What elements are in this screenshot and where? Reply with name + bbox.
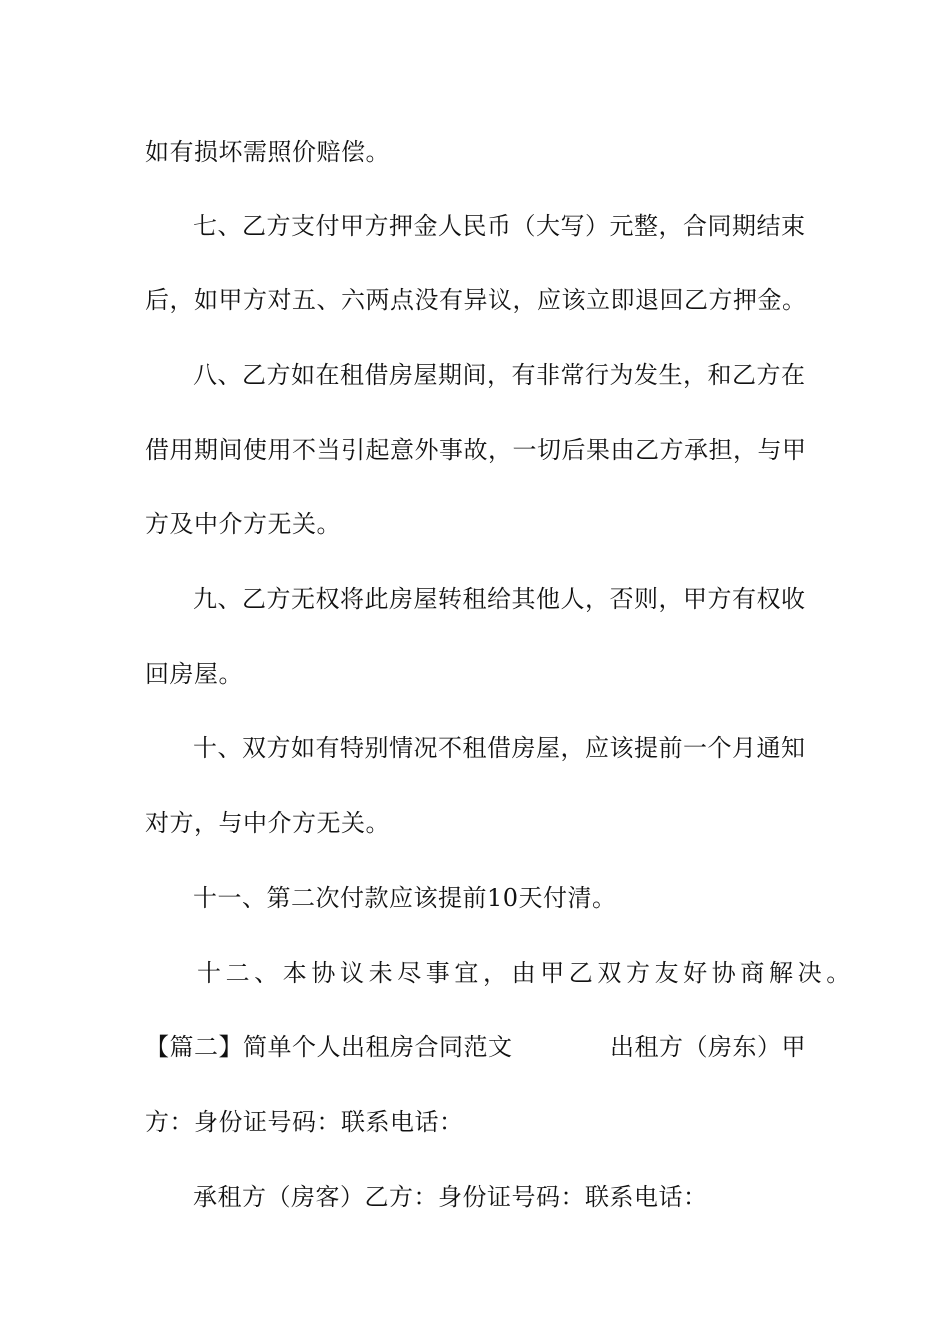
clause-12: 十二、本协议未尽事宜，由甲乙双方友好协商解决。	[197, 959, 855, 987]
clause-11: 十一、第二次付款应该提前10天付清。	[193, 884, 617, 912]
clause-9-line-2: 回房屋。	[145, 660, 243, 688]
clause-8-line-2: 借用期间使用不当引起意外事故，一切后果由乙方承担，与甲	[145, 436, 807, 464]
lessee-info-line: 承租方（房客）乙方：身份证号码：联系电话：	[193, 1183, 708, 1211]
clause-9-line-1: 九、乙方无权将此房屋转租给其他人，否则，甲方有权收	[193, 585, 806, 613]
text-line: 如有损坏需照价赔偿。	[145, 138, 390, 166]
clause-8-line-1: 八、乙方如在租借房屋期间，有非常行为发生，和乙方在	[193, 361, 806, 389]
clause-7-line-1: 七、乙方支付甲方押金人民币（大写）元整，合同期结束	[193, 212, 806, 240]
lessor-label: 出租方（房东）甲	[610, 1033, 806, 1061]
lessor-info-line: 方：身份证号码：联系电话：	[145, 1108, 464, 1136]
section-heading: 【篇二】简单个人出租房合同范文	[145, 1033, 513, 1061]
clause-7-line-2: 后，如甲方对五、六两点没有异议，应该立即退回乙方押金。	[145, 286, 807, 314]
clause-10-line-2: 对方，与中介方无关。	[145, 809, 390, 837]
clause-8-line-3: 方及中介方无关。	[145, 510, 341, 538]
clause-10-line-1: 十、双方如有特别情况不租借房屋，应该提前一个月通知	[193, 734, 806, 762]
